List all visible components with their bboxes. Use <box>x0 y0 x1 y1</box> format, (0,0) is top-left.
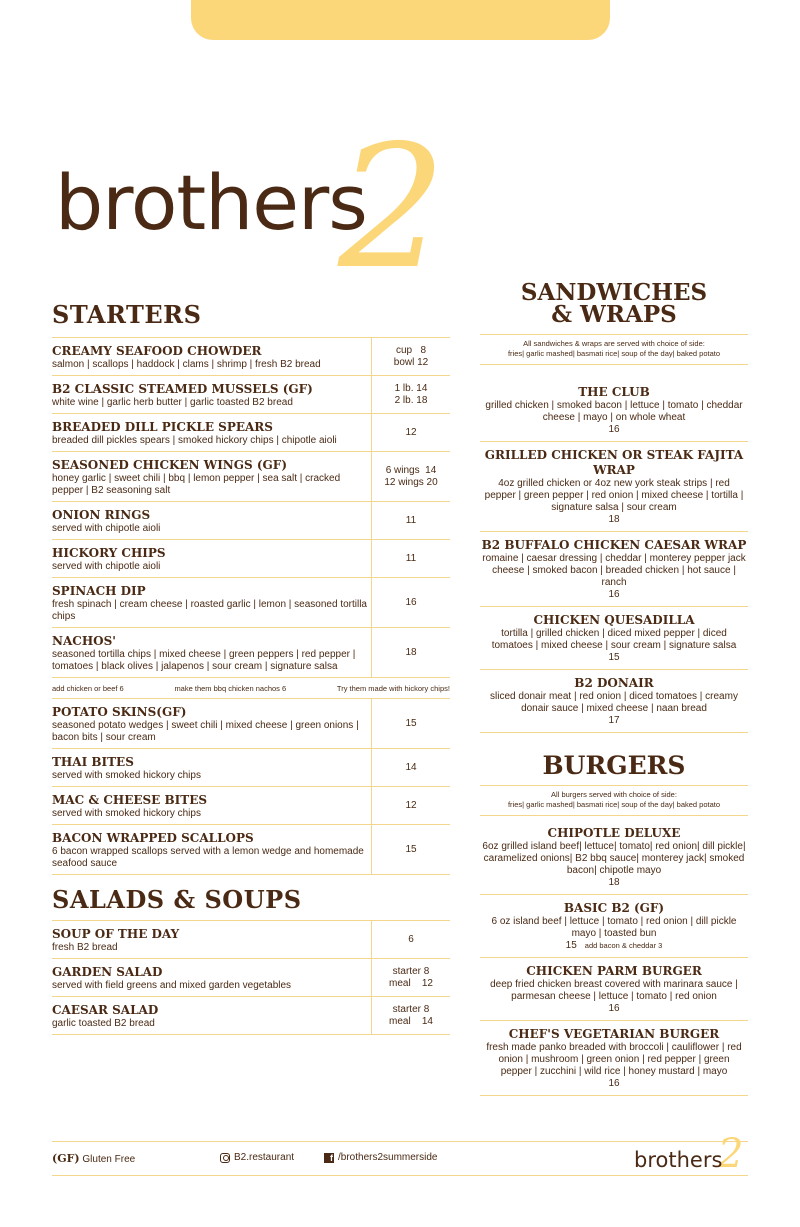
brand-logo <box>55 109 455 307</box>
logo-digit: 2 <box>338 109 447 307</box>
note-bbq: make them bbq chicken nachos 6 <box>174 684 287 693</box>
menu-item-price: 6 <box>408 933 414 945</box>
menu-item-description: served with chipotle aioli <box>52 561 161 572</box>
menu-item-text <box>52 825 372 874</box>
salads-list <box>52 921 450 1035</box>
starters-list <box>52 338 450 678</box>
sandwiches-note-1: All sandwiches & wraps are served with choice of side: <box>523 339 705 348</box>
menu-item-price: 16 <box>608 424 620 435</box>
menu-item-name: GRILLED CHICKEN OR STEAK FAJITA WRAP <box>484 448 744 477</box>
menu-item-text <box>52 452 372 501</box>
menu-item-name: BASIC B2 (GF) <box>563 901 665 915</box>
menu-item-name: B2 DONAIR <box>574 676 654 690</box>
menu-item <box>52 825 450 875</box>
instagram-link[interactable] <box>220 1152 294 1163</box>
menu-item <box>480 607 748 670</box>
menu-item <box>52 540 450 578</box>
menu-item-description: deep fried chicken breast covered with marinara sauce | parmesan cheese | lettuce | tomato | red onion <box>490 979 738 1002</box>
menu-item-price: 12 <box>405 799 417 811</box>
menu-item <box>52 749 450 787</box>
facebook-icon: f <box>324 1153 334 1163</box>
menu-item <box>480 442 748 532</box>
menu-item-price: 15 <box>405 843 417 855</box>
menu-item-text <box>52 376 372 413</box>
menu-item-description: honey garlic | sweet chili | bbq | lemon pepper | sea salt | cracked pepper | B2 seasoning salt <box>52 473 341 496</box>
menu-item-price: 11 <box>405 514 417 526</box>
menu-item <box>52 452 450 502</box>
top-decorative-tab <box>191 0 610 40</box>
sandwiches-title-2: & WRAPS <box>551 301 677 328</box>
menu-item <box>52 628 450 678</box>
menu-item-name: BREADED DILL PICKLE SPEARS <box>52 420 273 434</box>
menu-item-price: cup 8 bowl 12 <box>393 344 429 368</box>
menu-item-name: BACON WRAPPED SCALLOPS <box>52 831 254 845</box>
burgers-title: BURGERS <box>542 751 686 780</box>
footer-logo-digit: 2 <box>718 1131 744 1177</box>
menu-item-price: 15 <box>608 652 620 663</box>
starters-title: STARTERS <box>52 300 202 329</box>
menu-item <box>52 997 450 1035</box>
menu-item-price: 14 <box>405 761 417 773</box>
gluten-free-legend <box>52 1152 135 1165</box>
menu-item-description: fresh spinach | cream cheese | roasted garlic | lemon | seasoned tortilla chips <box>52 599 367 622</box>
menu-item-description: breaded dill pickles spears | smoked hickory chips | chipotle aioli <box>52 435 337 446</box>
menu-item-name: GARDEN SALAD <box>52 965 163 979</box>
menu-item-name: SOUP OF THE DAY <box>52 927 180 941</box>
menu-item-name: THE CLUB <box>578 385 650 399</box>
menu-item <box>52 921 450 959</box>
menu-item-description: seasoned tortilla chips | mixed cheese | green peppers | red pepper | tomatoes | black olives | jalapenos | sour cream | signature salsa <box>52 649 356 672</box>
facebook-handle: /brothers2summerside <box>338 1152 438 1163</box>
menu-item <box>52 578 450 628</box>
menu-item-description: grilled chicken | smoked bacon | lettuce | tomato | cheddar cheese | mayo | on whole wheat <box>485 400 743 423</box>
menu-item-price-line <box>480 589 748 601</box>
menu-item-name: CHIPOTLE DELUXE <box>547 826 681 840</box>
menu-item-text <box>52 502 372 539</box>
menu-item-name: HICKORY CHIPS <box>52 546 166 560</box>
menu-item-name: CHICKEN QUESADILLA <box>533 613 695 627</box>
burgers-note <box>480 786 748 815</box>
burgers-note-1: All burgers served with choice of side: <box>551 790 677 799</box>
menu-item-name: CREAMY SEAFOOD CHOWDER <box>52 344 262 358</box>
sandwiches-title-1: SANDWICHES <box>520 279 708 306</box>
footer <box>52 1131 748 1177</box>
gf-mark: (GF) <box>52 1152 80 1165</box>
menu-item <box>480 1021 748 1096</box>
menu-item-price-line <box>480 1003 748 1015</box>
menu-item-description: 6oz grilled island beef| lettuce| tomato| red onion| dill pickle| caramelized onions| B2 bbq sauce| monterey jack| smoked bacon| chipotle mayo <box>482 841 746 876</box>
menu-item-price: 11 <box>405 552 417 564</box>
menu-item-price-line <box>480 877 748 889</box>
nachos-note <box>52 678 450 699</box>
menu-item-text <box>52 959 372 996</box>
menu-item-price-line <box>480 1078 748 1090</box>
note-hickory: Try them made with hickory chips! <box>336 684 450 693</box>
menu-item-name: B2 BUFFALO CHICKEN CAESAR WRAP <box>481 538 747 552</box>
menu-item-text <box>52 699 372 748</box>
menu-item-text <box>52 578 372 627</box>
right-column <box>480 279 748 1096</box>
menu-item-text <box>52 749 372 786</box>
menu-item-name: SEASONED CHICKEN WINGS (GF) <box>52 458 287 472</box>
burgers-note-2: fries| garlic mashed| basmati rice| soup of the day| baked potato <box>507 800 721 809</box>
menu-item-name: B2 CLASSIC STEAMED MUSSELS (GF) <box>52 382 313 396</box>
starters-list-2 <box>52 699 450 875</box>
sandwiches-note-2: fries| garlic mashed| basmati rice| soup of the day| baked potato <box>507 349 721 358</box>
left-column <box>52 300 450 1035</box>
menu-item <box>52 787 450 825</box>
menu-item-name: CHEF'S VEGETARIAN BURGER <box>508 1027 720 1041</box>
menu-item-text <box>52 338 372 375</box>
menu-item-price: 18 <box>405 646 417 658</box>
menu-item-price-line <box>480 715 748 727</box>
menu-item-price-line <box>480 652 748 664</box>
footer-logo <box>634 1131 744 1177</box>
gf-text: Gluten Free <box>82 1154 136 1165</box>
menu-item-name: NACHOS' <box>52 634 116 648</box>
menu-item <box>52 502 450 540</box>
menu-item <box>480 820 748 895</box>
menu-item-price: 16 <box>608 1078 620 1089</box>
sandwich-list <box>480 379 748 733</box>
menu-item <box>480 379 748 442</box>
menu-item-price-line <box>480 514 748 526</box>
menu-item <box>52 699 450 749</box>
menu-item <box>480 895 748 958</box>
menu-item-description: served with field greens and mixed garden vegetables <box>52 980 292 991</box>
menu-item-name: MAC & CHEESE BITES <box>52 793 208 807</box>
menu-item-description: served with chipotle aioli <box>52 523 161 534</box>
menu-item-price: 16 <box>405 596 417 608</box>
menu-item-price: starter 8 meal 12 <box>389 965 433 989</box>
menu-item-price-line <box>480 940 748 952</box>
menu-item-text <box>52 540 372 577</box>
menu-item <box>52 414 450 452</box>
menu-item-price: 17 <box>608 715 620 726</box>
menu-item-price: 12 <box>405 426 417 438</box>
menu-item-price: 16 <box>608 589 620 600</box>
menu-item-description: fresh made panko breaded with broccoli | cauliflower | red onion | mushroom | green onion | red pepper | green pepper | zucchini | wild rice | honey mustard | mayo <box>486 1042 742 1077</box>
menu-item-description: 4oz grilled chicken or 4oz new york steak strips | red pepper | green pepper | red onion | mixed cheese | tortilla | signature salsa | sour cream <box>484 478 744 513</box>
menu-item-name: THAI BITES <box>52 755 134 769</box>
menu-item <box>52 959 450 997</box>
instagram-handle: B2.restaurant <box>234 1152 295 1163</box>
menu-item-price: starter 8 meal 14 <box>389 1003 433 1027</box>
menu-item-description: romaine | caesar dressing | cheddar | monterey pepper jack cheese | smoked bacon | breaded chicken | hot sauce | ranch <box>482 553 746 588</box>
menu-item-name: CHICKEN PARM BURGER <box>526 964 702 978</box>
menu-item-description: served with smoked hickory chips <box>52 808 201 819</box>
menu-item-description: seasoned potato wedges | sweet chili | mixed cheese | green onions | bacon bits | sour cream <box>52 720 359 743</box>
menu-item-description: 6 bacon wrapped scallops served with a lemon wedge and homemade seafood sauce <box>52 846 364 869</box>
menu-item-text <box>52 997 372 1034</box>
note-add-meat: add chicken or beef 6 <box>52 684 124 693</box>
menu-item-addon: add bacon & cheddar 3 <box>584 941 663 950</box>
sandwiches-note <box>480 335 748 364</box>
logo-word: brothers <box>55 158 367 247</box>
menu-item <box>480 532 748 607</box>
menu-item-description: sliced donair meat | red onion | diced tomatoes | creamy donair sauce | mixed cheese | naan bread <box>490 691 738 714</box>
menu-item-price: 16 <box>608 1003 620 1014</box>
menu-item-description: tortilla | grilled chicken | diced mixed pepper | diced tomatoes | mixed cheese | sour cream | signature salsa <box>491 628 737 651</box>
salads-title: SALADS & SOUPS <box>52 885 302 914</box>
menu-item-price: 6 wings 14 12 wings 20 <box>384 464 438 488</box>
menu-item-price-line <box>480 424 748 436</box>
menu-item <box>52 376 450 414</box>
menu-item-name: CAESAR SALAD <box>52 1003 159 1017</box>
menu-item-name: POTATO SKINS(GF) <box>52 705 187 719</box>
menu-item-price: 1 lb. 14 2 lb. 18 <box>394 382 428 406</box>
menu-item-price: 18 <box>608 877 620 888</box>
menu-item-text <box>52 628 372 677</box>
instagram-icon <box>220 1153 230 1163</box>
menu-item-price: 15 <box>565 940 577 951</box>
menu-item-description: white wine | garlic herb butter | garlic toasted B2 bread <box>52 397 293 408</box>
menu-item-description: garlic toasted B2 bread <box>52 1018 155 1029</box>
menu-item <box>480 958 748 1021</box>
menu-item-text <box>52 921 372 958</box>
menu-item-price: 15 <box>405 717 417 729</box>
menu-item-description: salmon | scallops | haddock | clams | shrimp | fresh B2 bread <box>52 359 321 370</box>
menu-item-description: served with smoked hickory chips <box>52 770 201 781</box>
menu-item <box>480 670 748 733</box>
menu-item-name: ONION RINGS <box>52 508 151 522</box>
footer-logo-word: brothers <box>634 1148 723 1172</box>
menu-item-text <box>52 414 372 451</box>
menu-item-name: SPINACH DIP <box>52 584 146 598</box>
menu-item-description: 6 oz island beef | lettuce | tomato | red onion | dill pickle mayo | toasted bun <box>491 916 737 939</box>
facebook-link[interactable] <box>324 1152 437 1163</box>
menu-item-text <box>52 787 372 824</box>
burger-list <box>480 820 748 1096</box>
menu-item-description: fresh B2 bread <box>52 942 118 953</box>
menu-item-price: 18 <box>608 514 620 525</box>
menu-item <box>52 338 450 376</box>
